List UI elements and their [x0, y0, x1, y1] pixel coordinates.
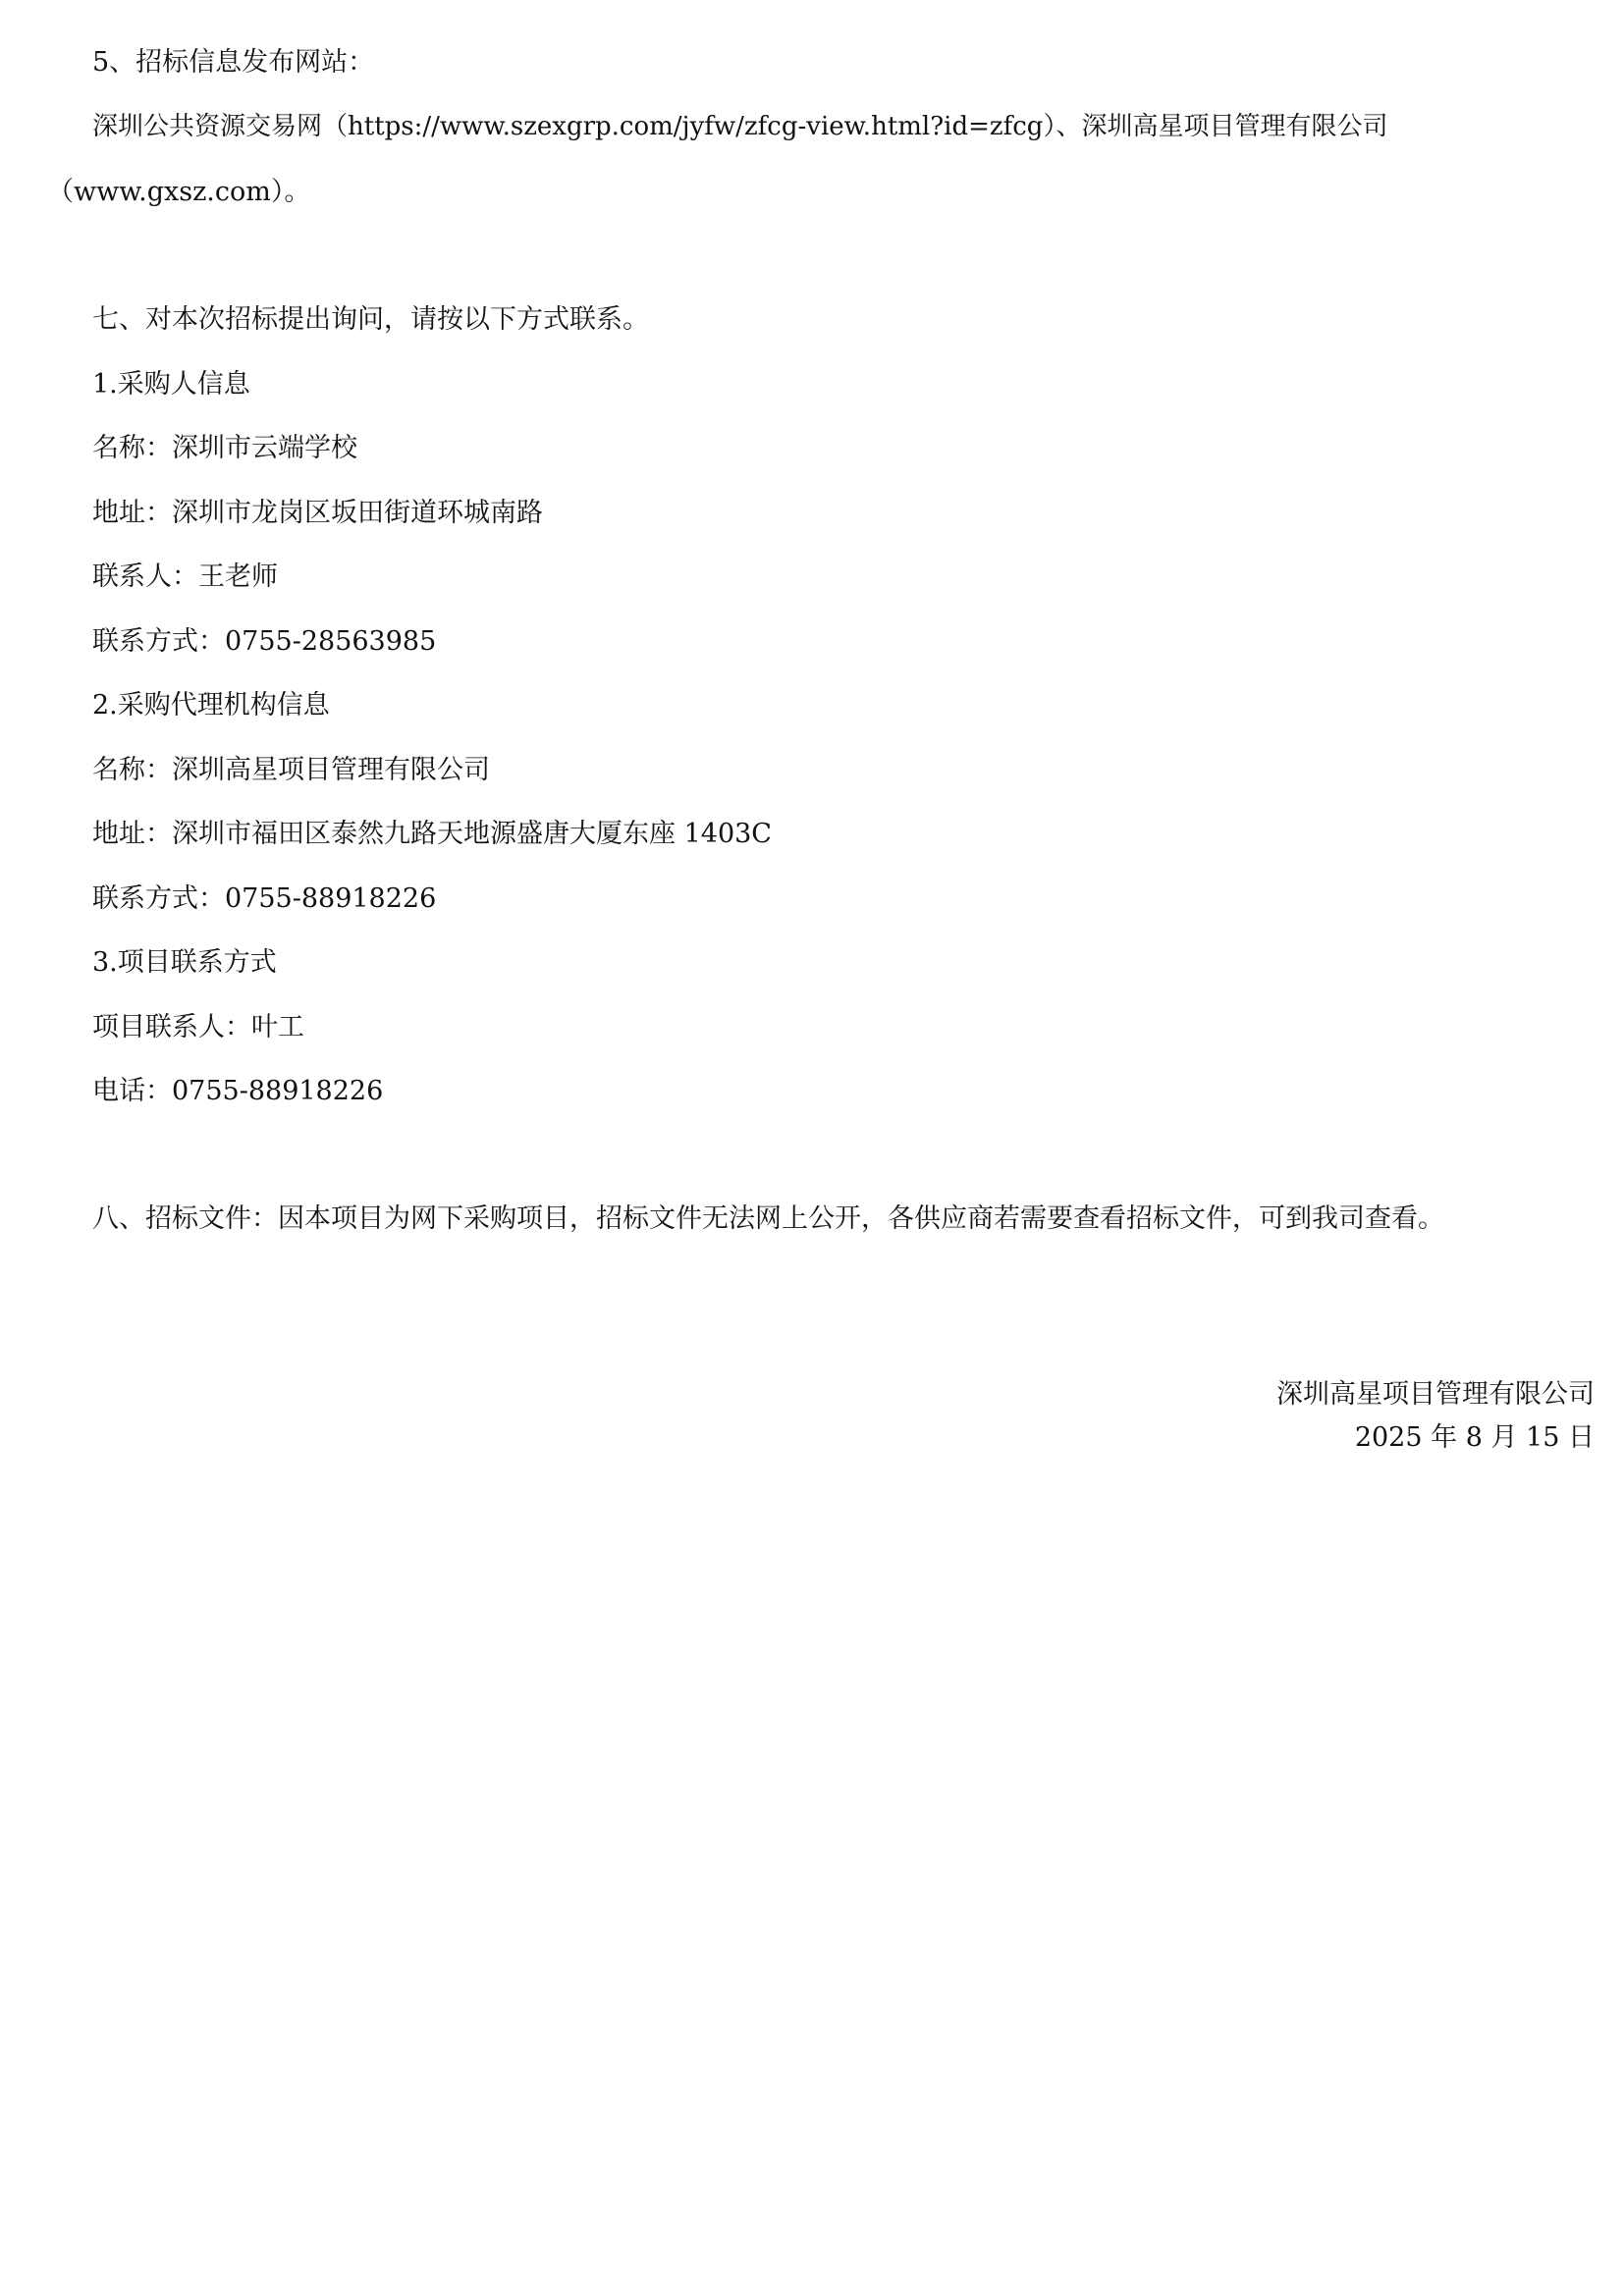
section-8-bid-documents: 八、招标文件：因本项目为网下采购项目，招标文件无法网上公开，各供应商若需要查看招标文件，可到我司查看。	[92, 1203, 1444, 1234]
agency-name: 名称：深圳高星项目管理有限公司	[92, 755, 490, 785]
purchaser-heading: 1.采购人信息	[92, 369, 250, 400]
agency-address: 地址：深圳市福田区泰然九路天地源盛唐大厦东座 1403C	[92, 819, 772, 849]
agency-heading: 2.采购代理机构信息	[92, 690, 330, 721]
purchaser-name: 名称：深圳市云端学校	[92, 433, 357, 463]
signature-company: 深圳高星项目管理有限公司	[1276, 1379, 1595, 1410]
project-contact: 项目联系人：叶工	[92, 1012, 304, 1042]
section-5-title: 5、招标信息发布网站：	[92, 47, 375, 78]
section-5-website-line: 深圳公共资源交易网（https://www.szexgrp.com/jyfw/zfcg-view.html?id=zfcg）、深圳高星项目管理有限公司	[92, 112, 1388, 141]
agency-phone: 联系方式：0755-88918226	[92, 883, 437, 914]
project-phone: 电话：0755-88918226	[92, 1076, 384, 1106]
purchaser-contact: 联系人：王老师	[92, 561, 278, 592]
signature-date: 2025 年 8 月 15 日	[1354, 1422, 1595, 1453]
section-5-website-continuation: （www.gxsz.com）。	[47, 177, 311, 207]
purchaser-address: 地址：深圳市龙岗区坂田街道环城南路	[92, 498, 543, 528]
purchaser-phone: 联系方式：0755-28563985	[92, 626, 437, 657]
project-heading: 3.项目联系方式	[92, 947, 277, 978]
section-7-title: 七、对本次招标提出询问，请按以下方式联系。	[92, 304, 649, 335]
